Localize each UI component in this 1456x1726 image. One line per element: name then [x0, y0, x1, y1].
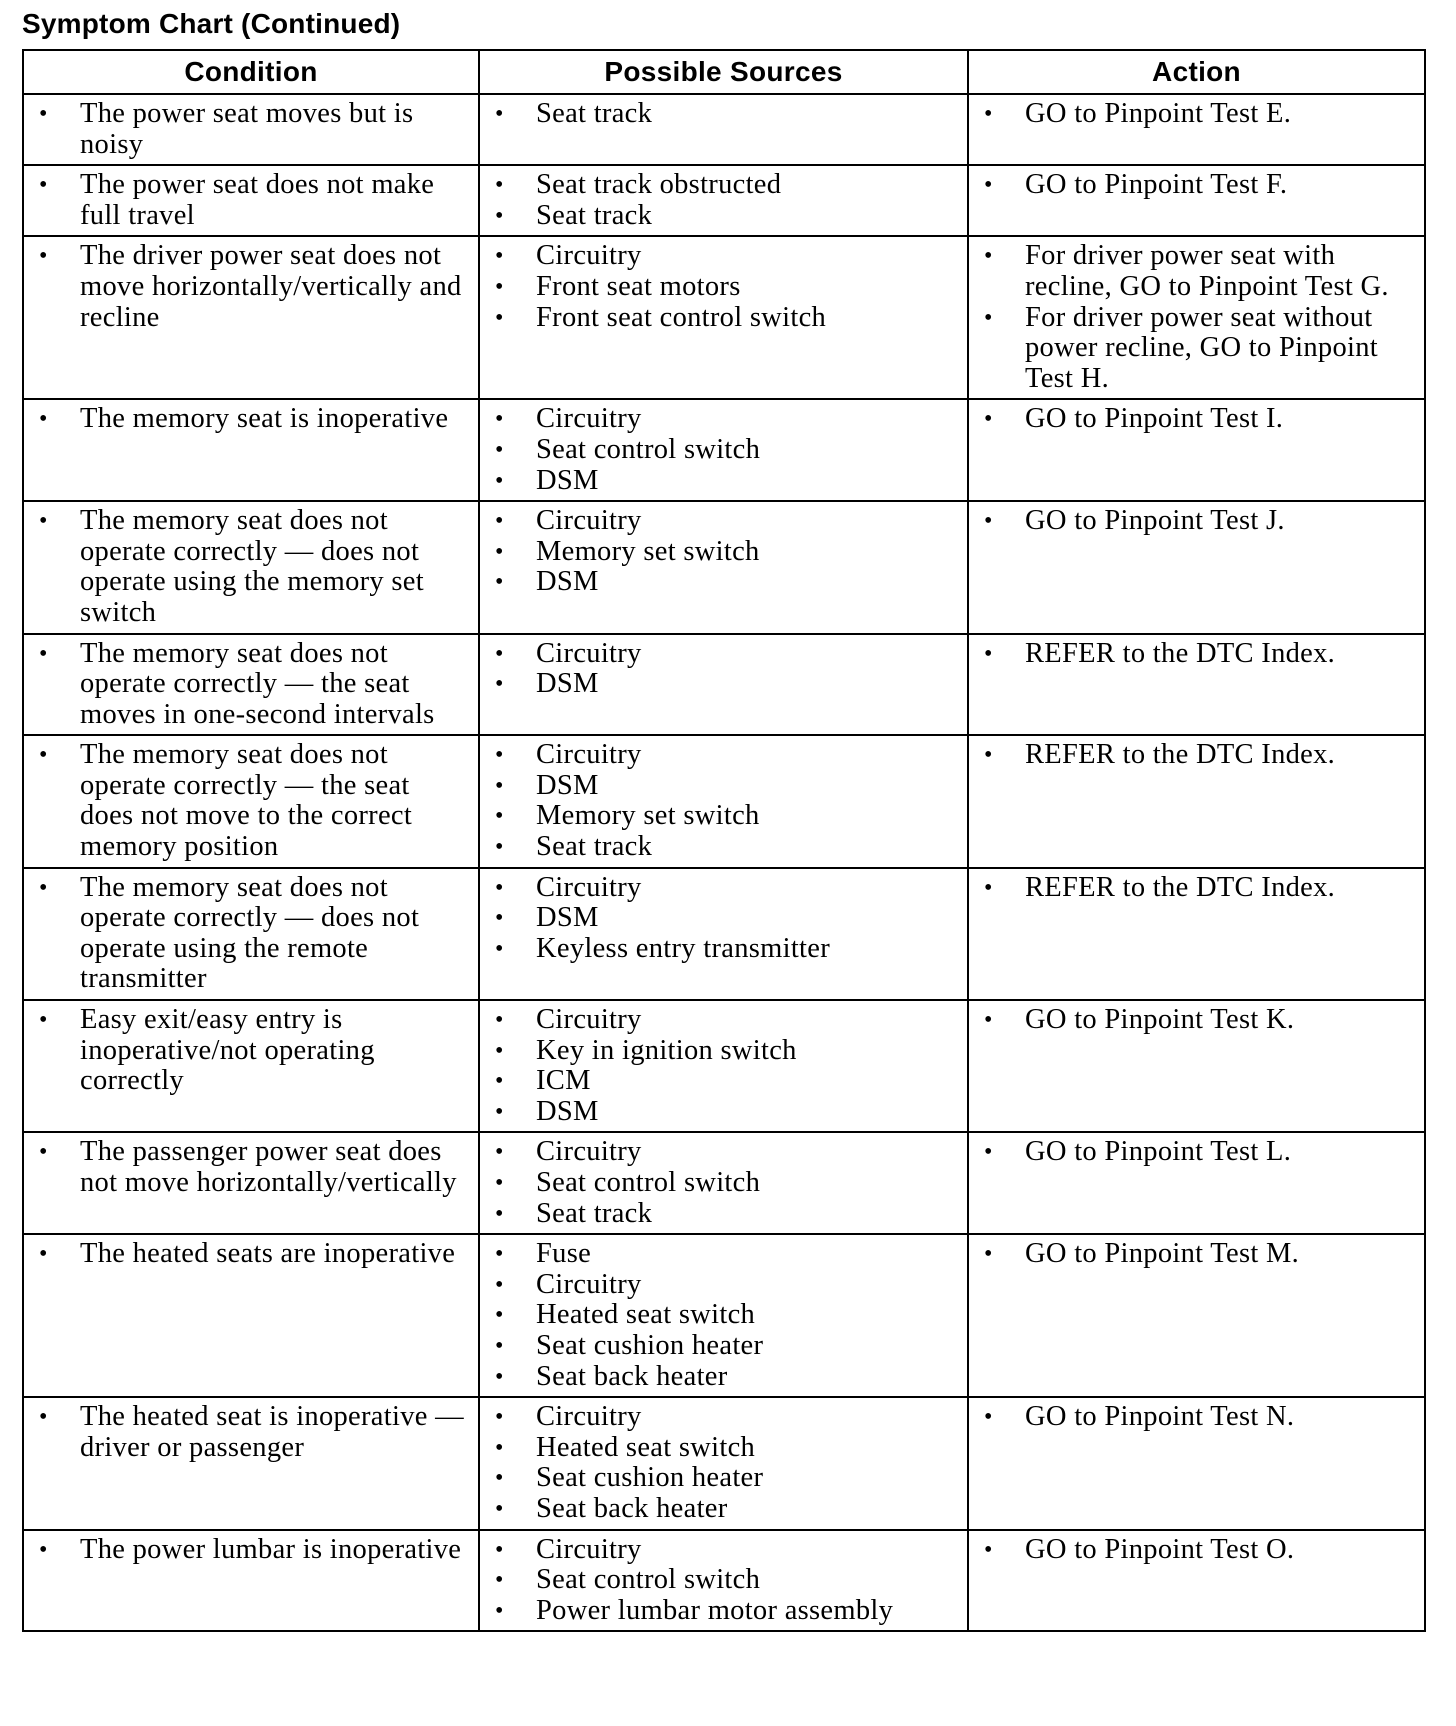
table-row	[23, 165, 1425, 236]
bullet-list	[969, 170, 1416, 201]
bullet-list	[969, 639, 1416, 670]
source-item: • Keyless entry transmitter	[480, 934, 959, 965]
source-item: • Seat track obstructed	[480, 170, 959, 201]
source-item: • ICM	[480, 1066, 959, 1097]
condition-cell	[23, 165, 479, 236]
source-item: • Seat back heater	[480, 1494, 959, 1525]
source-item: • Seat back heater	[480, 1362, 959, 1393]
possible-sources-cell	[479, 165, 968, 236]
possible-sources-cell	[479, 1132, 968, 1234]
symptom-chart-table	[22, 49, 1426, 1632]
possible-sources-cell	[479, 735, 968, 867]
source-item: • Front seat motors	[480, 272, 959, 303]
condition-cell	[23, 399, 479, 501]
bullet-list	[24, 170, 470, 231]
action-cell	[968, 94, 1425, 165]
condition-cell	[23, 236, 479, 399]
bullet-list	[480, 170, 959, 231]
table-row	[23, 735, 1425, 867]
bullet-list	[969, 241, 1416, 394]
bullet-list	[480, 1535, 959, 1627]
action-cell	[968, 735, 1425, 867]
bullet-list	[24, 1239, 470, 1270]
table-row	[23, 94, 1425, 165]
condition-item: • The driver power seat does not move horizontally/vertically and recline	[24, 241, 470, 333]
bullet-list	[480, 241, 959, 333]
source-item: • Circuitry	[480, 1005, 959, 1036]
bullet-list	[969, 1239, 1416, 1270]
bullet-list	[480, 1137, 959, 1229]
condition-cell	[23, 735, 479, 867]
possible-sources-cell	[479, 634, 968, 736]
condition-item: • The power seat does not make full travel	[24, 170, 470, 231]
condition-item: • The memory seat is inoperative	[24, 404, 470, 435]
source-item: • Seat control switch	[480, 1168, 959, 1199]
bullet-list	[480, 1402, 959, 1524]
possible-sources-cell	[479, 399, 968, 501]
table-row	[23, 1530, 1425, 1632]
table-body	[23, 94, 1425, 1631]
condition-cell	[23, 1000, 479, 1132]
action-item: • GO to Pinpoint Test F.	[969, 170, 1416, 201]
bullet-list	[24, 639, 470, 731]
possible-sources-cell	[479, 1397, 968, 1529]
column-header-condition: Condition	[23, 50, 479, 94]
bullet-list	[24, 1535, 470, 1566]
action-item: • GO to Pinpoint Test J.	[969, 506, 1416, 537]
source-item: • Seat control switch	[480, 435, 959, 466]
condition-cell	[23, 1530, 479, 1632]
table-row	[23, 1132, 1425, 1234]
action-cell	[968, 868, 1425, 1000]
action-item: • REFER to the DTC Index.	[969, 740, 1416, 771]
condition-cell	[23, 501, 479, 633]
possible-sources-cell	[479, 1000, 968, 1132]
bullet-list	[969, 740, 1416, 771]
source-item: • Circuitry	[480, 241, 959, 272]
table-row	[23, 399, 1425, 501]
action-cell	[968, 1234, 1425, 1397]
action-item: • GO to Pinpoint Test O.	[969, 1535, 1416, 1566]
source-item: • Seat track	[480, 201, 959, 232]
possible-sources-cell	[479, 501, 968, 633]
bullet-list	[24, 740, 470, 862]
source-item: • Circuitry	[480, 1402, 959, 1433]
source-item: • Seat track	[480, 832, 959, 863]
condition-cell	[23, 868, 479, 1000]
source-item: • Seat track	[480, 1199, 959, 1230]
condition-item: • The memory seat does not operate correctly — the seat does not move to the correct memory position	[24, 740, 470, 862]
column-header-possible-sources: Possible Sources	[479, 50, 968, 94]
source-item: • Circuitry	[480, 639, 959, 670]
bullet-list	[24, 1402, 470, 1463]
bullet-list	[969, 1137, 1416, 1168]
source-item: • DSM	[480, 466, 959, 497]
bullet-list	[969, 873, 1416, 904]
condition-cell	[23, 1397, 479, 1529]
possible-sources-cell	[479, 1530, 968, 1632]
source-item: • Circuitry	[480, 1535, 959, 1566]
bullet-list	[480, 740, 959, 862]
source-item: • Power lumbar motor assembly	[480, 1596, 959, 1627]
action-cell	[968, 1397, 1425, 1529]
condition-item: • The memory seat does not operate correctly — does not operate using the remote transmitter	[24, 873, 470, 995]
possible-sources-cell	[479, 1234, 968, 1397]
source-item: • Seat cushion heater	[480, 1463, 959, 1494]
condition-cell	[23, 1132, 479, 1234]
bullet-list	[480, 639, 959, 700]
action-cell	[968, 634, 1425, 736]
action-item: • For driver power seat with recline, GO to Pinpoint Test G.	[969, 241, 1416, 302]
bullet-list	[969, 1005, 1416, 1036]
condition-item: • The passenger power seat does not move horizontally/vertically	[24, 1137, 470, 1198]
action-item: • GO to Pinpoint Test L.	[969, 1137, 1416, 1168]
bullet-list	[969, 1402, 1416, 1433]
possible-sources-cell	[479, 236, 968, 399]
bullet-list	[480, 99, 959, 130]
source-item: • Key in ignition switch	[480, 1036, 959, 1067]
bullet-list	[24, 1137, 470, 1198]
bullet-list	[480, 873, 959, 965]
action-cell	[968, 399, 1425, 501]
source-item: • DSM	[480, 903, 959, 934]
source-item: • Circuitry	[480, 873, 959, 904]
bullet-list	[969, 404, 1416, 435]
table-row	[23, 236, 1425, 399]
source-item: • Circuitry	[480, 404, 959, 435]
action-item: • GO to Pinpoint Test E.	[969, 99, 1416, 130]
bullet-list	[24, 873, 470, 995]
action-item: • GO to Pinpoint Test N.	[969, 1402, 1416, 1433]
source-item: • Circuitry	[480, 506, 959, 537]
source-item: • Seat cushion heater	[480, 1331, 959, 1362]
action-item: • GO to Pinpoint Test I.	[969, 404, 1416, 435]
table-row	[23, 868, 1425, 1000]
source-item: • DSM	[480, 567, 959, 598]
table-row	[23, 501, 1425, 633]
condition-cell	[23, 94, 479, 165]
source-item: • Fuse	[480, 1239, 959, 1270]
action-cell	[968, 236, 1425, 399]
bullet-list	[480, 1005, 959, 1127]
condition-item: • The power seat moves but is noisy	[24, 99, 470, 160]
bullet-list	[969, 1535, 1416, 1566]
source-item: • DSM	[480, 669, 959, 700]
bullet-list	[24, 241, 470, 333]
condition-item: • The heated seats are inoperative	[24, 1239, 470, 1270]
source-item: • DSM	[480, 771, 959, 802]
table-row	[23, 1234, 1425, 1397]
table-header-row	[23, 50, 1425, 94]
condition-item: • The heated seat is inoperative — driver or passenger	[24, 1402, 470, 1463]
bullet-list	[480, 506, 959, 598]
action-cell	[968, 1530, 1425, 1632]
bullet-list	[480, 404, 959, 496]
possible-sources-cell	[479, 868, 968, 1000]
source-item: • Front seat control switch	[480, 303, 959, 334]
source-item: • Circuitry	[480, 1137, 959, 1168]
action-item: • For driver power seat without power recline, GO to Pinpoint Test H.	[969, 303, 1416, 395]
action-item: • REFER to the DTC Index.	[969, 873, 1416, 904]
condition-cell	[23, 634, 479, 736]
possible-sources-cell	[479, 94, 968, 165]
bullet-list	[969, 506, 1416, 537]
bullet-list	[480, 1239, 959, 1392]
page-title: Symptom Chart (Continued)	[22, 8, 401, 39]
action-cell	[968, 501, 1425, 633]
action-cell	[968, 1132, 1425, 1234]
table-row	[23, 1000, 1425, 1132]
source-item: • Memory set switch	[480, 537, 959, 568]
table-row	[23, 634, 1425, 736]
source-item: • Seat control switch	[480, 1565, 959, 1596]
bullet-list	[24, 506, 470, 628]
bullet-list	[24, 99, 470, 160]
source-item: • Memory set switch	[480, 801, 959, 832]
bullet-list	[24, 404, 470, 435]
condition-item: • The memory seat does not operate correctly — does not operate using the memory set switch	[24, 506, 470, 628]
source-item: • Heated seat switch	[480, 1300, 959, 1331]
action-item: • REFER to the DTC Index.	[969, 639, 1416, 670]
bullet-list	[24, 1005, 470, 1097]
source-item: • Circuitry	[480, 740, 959, 771]
source-item: • Circuitry	[480, 1270, 959, 1301]
bullet-list	[969, 99, 1416, 130]
source-item: • DSM	[480, 1097, 959, 1128]
action-item: • GO to Pinpoint Test K.	[969, 1005, 1416, 1036]
condition-cell	[23, 1234, 479, 1397]
condition-item: • The power lumbar is inoperative	[24, 1535, 470, 1566]
source-item: • Seat track	[480, 99, 959, 130]
column-header-action: Action	[968, 50, 1425, 94]
condition-item: • Easy exit/easy entry is inoperative/not operating correctly	[24, 1005, 470, 1097]
condition-item: • The memory seat does not operate correctly — the seat moves in one-second intervals	[24, 639, 470, 731]
action-cell	[968, 1000, 1425, 1132]
action-item: • GO to Pinpoint Test M.	[969, 1239, 1416, 1270]
table-row	[23, 1397, 1425, 1529]
source-item: • Heated seat switch	[480, 1433, 959, 1464]
action-cell	[968, 165, 1425, 236]
